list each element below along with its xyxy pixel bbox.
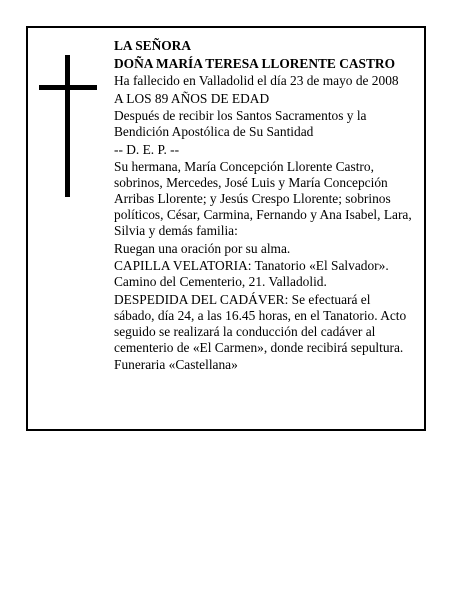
funeral-home: Funeraria «Castellana» bbox=[114, 357, 238, 372]
deceased-name: DOÑA MARÍA TERESA LLORENTE CASTRO bbox=[114, 55, 396, 71]
cross-icon-bar bbox=[39, 85, 97, 90]
rip-line: -- D. E. P. -- bbox=[114, 141, 180, 157]
cross-icon bbox=[65, 55, 70, 197]
death-statement: Ha fallecido en Valladolid el día 23 de mayo de 2008 bbox=[114, 73, 399, 88]
notice-title: LA SEÑORA bbox=[114, 38, 192, 53]
age-statement: A LOS 89 AÑOS DE EDAD bbox=[114, 90, 270, 106]
farewell-info: DESPEDIDA DEL CADÁVER: Se efectuará el sábado, día 24, a las 16.45 horas, en el Tanatorio. Acto seguido se realizará la conducción del cadáver al cementerio de «El Carmen», donde recibirá sepultura. bbox=[114, 291, 407, 355]
chapel-info: CAPILLA VELATORIA: Tanatorio «El Salvador». Camino del Cementerio, 21. Valladolid. bbox=[114, 258, 389, 289]
prayer-request: Ruegan una oración por su alma. bbox=[114, 240, 291, 256]
obituary-text bbox=[114, 38, 414, 375]
sacraments-statement: Después de recibir los Santos Sacramentos y la Bendición Apostólica de Su Santidad bbox=[114, 108, 367, 139]
family-list: Su hermana, María Concepción Llorente Castro, sobrinos, Mercedes, José Luis y María Concepción Arribas Llorente; y Jesús Crespo Llorente; sobrinos políticos, César, Carmina, Fernando y Ana Isabel, Lara, Silvia y demás familia: bbox=[114, 159, 412, 238]
